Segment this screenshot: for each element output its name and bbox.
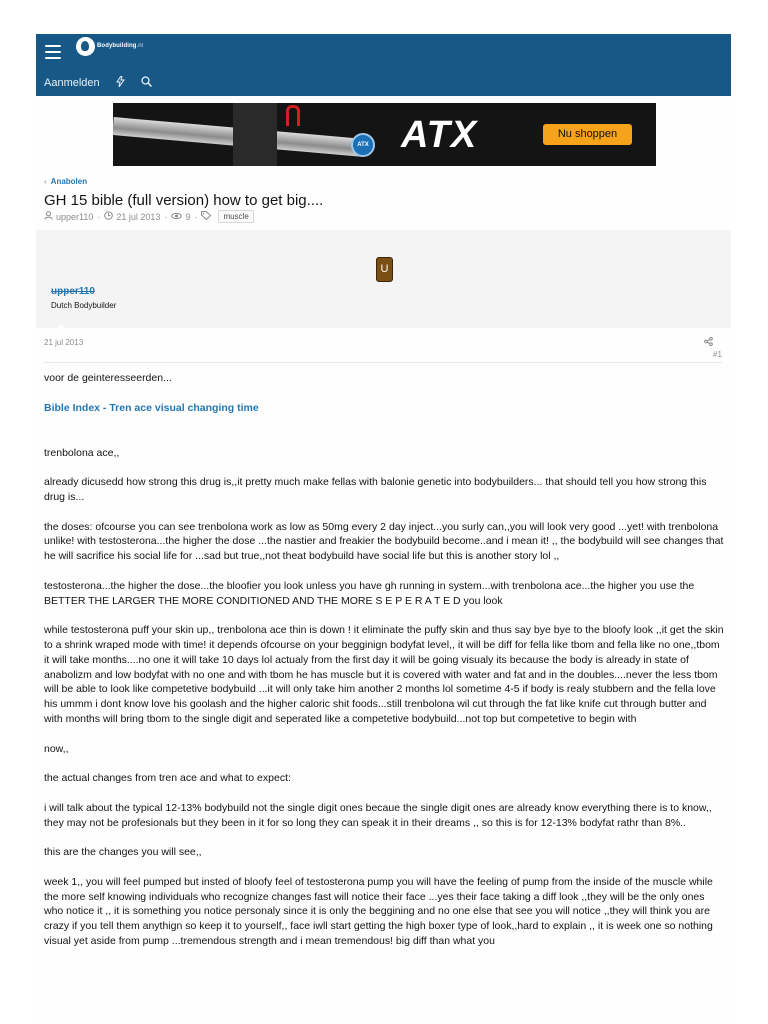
- post-pointer-arrow: [52, 324, 70, 333]
- post-paragraph: now,,: [44, 742, 69, 755]
- menu-icon[interactable]: [45, 45, 61, 59]
- user-icon: [44, 211, 53, 222]
- thread-meta: upper110 · 21 jul 2013 · 9 · muscle: [44, 210, 254, 223]
- thread-author[interactable]: upper110: [56, 211, 94, 222]
- username-link[interactable]: upper110: [51, 286, 95, 297]
- share-icon[interactable]: [704, 337, 713, 348]
- logo-text: Bodybuilding.nl: [97, 43, 144, 49]
- user-title: Dutch Bodybuilder: [51, 301, 117, 310]
- tag-muscle[interactable]: muscle: [218, 210, 253, 223]
- rack-image: [233, 103, 277, 166]
- thread-date[interactable]: 21 jul 2013: [116, 211, 161, 222]
- chevron-left-icon: ‹: [44, 177, 47, 186]
- search-icon[interactable]: [141, 76, 152, 90]
- clock-icon: [104, 211, 113, 222]
- shop-now-button[interactable]: Nu shoppen: [543, 124, 632, 145]
- post-paragraph: trenbolona ace,,: [44, 446, 120, 459]
- login-link[interactable]: Aanmelden: [44, 77, 100, 89]
- bolt-icon[interactable]: [116, 76, 125, 90]
- eye-icon: [171, 212, 182, 222]
- post-paragraph: while testosterona puff your skin up,, trenbolona ace thin is down ! it eliminate the puffy skin and thus say bye bye to the bloofy look ,,it get the skin to a shrink wraped mode with time! it depends ofcourse on your begginign bodyfat level,, it will be diff for fella like tbom and fella like no one,,tbom it will take months....no one it will take 10 days lol actualy from the first day it will be going visualy its because the body is already in state of anabolizm and low bodyfat with no one and with tbom he has muscle but it is covered with water and fat and in the doubles....never the less tbom will be able to look like competetive bodybuild ...it will only take him another 2 months lol sometime 4-5 if body is realy stubbern and the fella love his ummm i dont know love his goolash and the higher caloric shit foods...still trenbolona wil cut through the fat like knife cut through butter and with months will bring tbom to the single digit and seperated like a competetive bodybuild...not top but competetive to begin with: [44, 624, 724, 725]
- site-header: [36, 34, 731, 96]
- post-paragraph: already dicusedd how strong this drug is,,it pretty much make fellas with balonie genetic into bodybuilders... that should tell you how strong this drug is...: [44, 476, 707, 503]
- site-logo[interactable]: [76, 35, 143, 57]
- atx-badge: ATX: [351, 133, 375, 157]
- atx-ad-banner[interactable]: [113, 103, 656, 166]
- view-count: 9: [185, 211, 191, 222]
- thread-title: GH 15 bible (full version) how to get big....: [44, 192, 324, 209]
- post-paragraph: week 1,, you will feel pumped but insted of bloofy feel of testosterona pump you will have the feeling of pump from the inside of the muscle while the more self knowing individuals who recognize changes fast will notice their face ...yes their face taking a diff look ,,they will be the only ones who notice it ,, it is something you notice personaly since it is only the beggining and no one else that see you will notice ,,they will think you are crazy if you tell them anythign so keep it to yourself,, face iwll start getting the high boxer type of look,,hard to explain ,, it is week one so nothing visual yet aside from pump ...tremendous strength and i mean tremendous! big diff than what you: [44, 875, 713, 947]
- logo-mark-icon: [76, 37, 95, 56]
- post-date[interactable]: 21 jul 2013: [44, 338, 84, 347]
- post-number[interactable]: #1: [713, 350, 722, 359]
- post-body: [44, 371, 726, 963]
- atx-logo: ATX: [401, 114, 478, 156]
- post-paragraph: testosterona...the higher the dose...the bloofier you look unless you have gh running in system...with trenbolona ace...the higher you use the BETTER THE LARGER THE MORE CONDITIONED AND THE MORE S E P E R A T E D you look: [44, 579, 695, 607]
- tags-icon: [201, 211, 212, 222]
- hook-image: [286, 105, 300, 126]
- header-nav: [44, 76, 152, 90]
- avatar[interactable]: U: [376, 257, 393, 282]
- post-heading: Bible Index - Tren ace visual changing time: [44, 401, 259, 414]
- user-block: [36, 230, 731, 328]
- post-intro: voor de geinteresseerden...: [44, 372, 172, 384]
- post-paragraph: i will talk about the typical 12-13% bodybuild not the single digit ones becaue the single digit ones are already know everything there is to know,, they may not be profesionals but they been in it for so long they can speak it in their dreams ,, so this is for 12-13% bodyfat rathr than 8%..: [44, 801, 712, 829]
- post-paragraph: this are the changes you will see,,: [44, 846, 202, 859]
- breadcrumb-label: Anabolen: [50, 177, 88, 186]
- page-container: [36, 34, 731, 1024]
- divider: [44, 362, 722, 363]
- post-paragraph: the actual changes from tren ace and what to expect:: [44, 772, 291, 785]
- post-paragraph: the doses: ofcourse you can see trenbolona work as low as 50mg every 2 day inject...you surly can,,you will look very good ...yet! with trenbolona unlike! with testosterona...the higher the dose ...the nastier and freakier the bodybuild become..and i mean it! ,, the bodybuild will see changes that he will sacrifice his social life for ...sad but true,,not theat bodybuild have social life but this is another story lol ,,: [44, 520, 724, 563]
- breadcrumb[interactable]: [44, 177, 87, 186]
